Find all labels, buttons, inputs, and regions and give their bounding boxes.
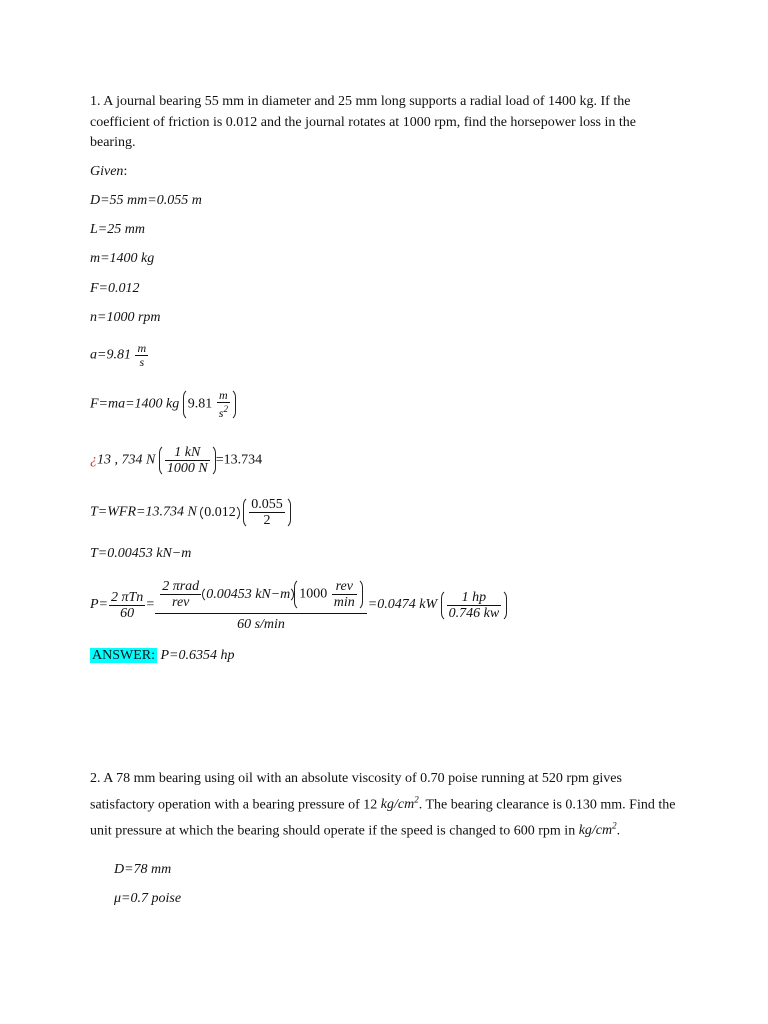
power-speed-pre: 1000 — [299, 586, 328, 602]
given-speed: n=1000 rpm — [90, 310, 161, 325]
given-mass: m=1400 kg — [90, 251, 155, 266]
given-diameter: D=55 mm=0.055 m — [90, 193, 202, 208]
eq-power — [90, 578, 507, 632]
torque-mid: 0.012 — [204, 504, 236, 520]
answer-value: P=0.6354 hp — [160, 648, 235, 663]
torque-result: T=0.00453 kN−m — [90, 546, 192, 561]
torque-paren-1 — [200, 504, 240, 522]
given-heading: Given: — [90, 164, 128, 179]
force-fraction — [217, 389, 230, 420]
power-rad-fraction — [160, 579, 201, 610]
given-friction: F=0.012 — [90, 281, 140, 296]
p2-text-b: . The bearing clearance is 0.130 mm. Find the unit pressure at which the bearing should operate if the speed is changed to 600 rpm in — [90, 797, 676, 839]
conv-num: 1 kN — [165, 445, 210, 461]
p2-unit-1-sup: 2 — [414, 794, 419, 805]
force-lhs: F=ma=1400 kg — [90, 396, 180, 412]
conv-paren — [159, 444, 216, 477]
given-label: Given — [90, 164, 124, 179]
eq-force — [90, 388, 236, 421]
power-speed-num: rev — [332, 579, 357, 595]
p2-viscosity: μ=0.7 poise — [114, 891, 182, 906]
p2-unit-1-base: kg/cm — [380, 797, 415, 813]
power-conv-den: 0.746 kw — [448, 605, 500, 621]
given-length: L=25 mm — [90, 222, 145, 237]
given-acceleration — [90, 342, 149, 369]
accel-lhs: a=9.81 — [90, 347, 131, 363]
power-conv-num: 1 hp — [447, 590, 502, 606]
power-frac-1-den: 60 — [120, 605, 135, 621]
problem-1-statement: 1. A journal bearing 55 mm in diameter and 25 mm long supports a radial load of 1400 kg. If the coefficient of friction is 0.012 and the journal rotates at 1000 rpm, find the horsepower loss in the bearing. — [90, 94, 636, 150]
power-lhs: P= — [90, 597, 108, 613]
p2-unit-2 — [578, 820, 617, 839]
power-big-den: 60 s/min — [237, 617, 285, 632]
force-paren — [183, 388, 236, 421]
accel-fraction — [135, 342, 148, 369]
force-den-sup: 2 — [223, 404, 228, 414]
force-den-base: s — [218, 406, 224, 420]
conv-error-glyph: ¿ — [90, 452, 97, 468]
p2-text-a: 2. A 78 mm bearing using oil with an absolute viscosity of 0.70 poise running at 520 rpm gives satisfactory operation with a bearing pressure of 12 — [90, 771, 622, 813]
power-conv-fraction — [447, 590, 502, 621]
force-num: m — [217, 389, 230, 403]
eq-torque — [90, 496, 291, 529]
torque-num: 0.055 — [251, 497, 283, 512]
p2-unit-1 — [380, 794, 419, 813]
eq-conversion — [90, 444, 262, 477]
power-frac-1-num: 2 πTn — [111, 589, 144, 605]
force-val: 9.81 — [187, 396, 213, 412]
torque-paren-2 — [243, 496, 291, 529]
p2-unit-2-sup: 2 — [612, 820, 617, 831]
power-speed-fraction — [332, 579, 357, 610]
p2-text-c: . — [616, 823, 621, 839]
p2-unit-2-base: kg/cm — [578, 823, 613, 839]
power-big-num — [155, 578, 367, 614]
power-eq: = — [146, 597, 155, 613]
force-den — [217, 403, 230, 420]
power-rhs: =0.0474 kW — [367, 597, 438, 613]
power-torque-paren — [202, 586, 294, 603]
answer-label: ANSWER: — [92, 648, 155, 663]
problem-2-statement — [90, 769, 680, 842]
torque-lhs: T=WFR=13.734 N — [90, 504, 197, 520]
accel-den: s — [139, 355, 145, 369]
conv-lhs: 13 , 734 N — [97, 452, 156, 468]
conv-rhs: =13.734 — [215, 452, 263, 468]
answer-line — [90, 648, 235, 664]
power-torque: 0.00453 kN−m — [206, 587, 291, 602]
conv-den: 1000 N — [166, 461, 208, 476]
power-big-fraction — [155, 578, 367, 632]
accel-num: m — [137, 341, 147, 355]
p2-diameter: D=78 mm — [114, 862, 172, 877]
power-rad-den: rev — [172, 595, 190, 610]
torque-fraction — [249, 497, 285, 528]
torque-den: 2 — [263, 513, 271, 528]
power-rad-num: 2 πrad — [162, 579, 200, 594]
power-speed-den: min — [333, 595, 355, 610]
conv-fraction — [165, 445, 210, 476]
power-speed-paren — [294, 578, 363, 611]
power-frac-1 — [109, 590, 145, 621]
power-conv-paren — [441, 589, 508, 622]
